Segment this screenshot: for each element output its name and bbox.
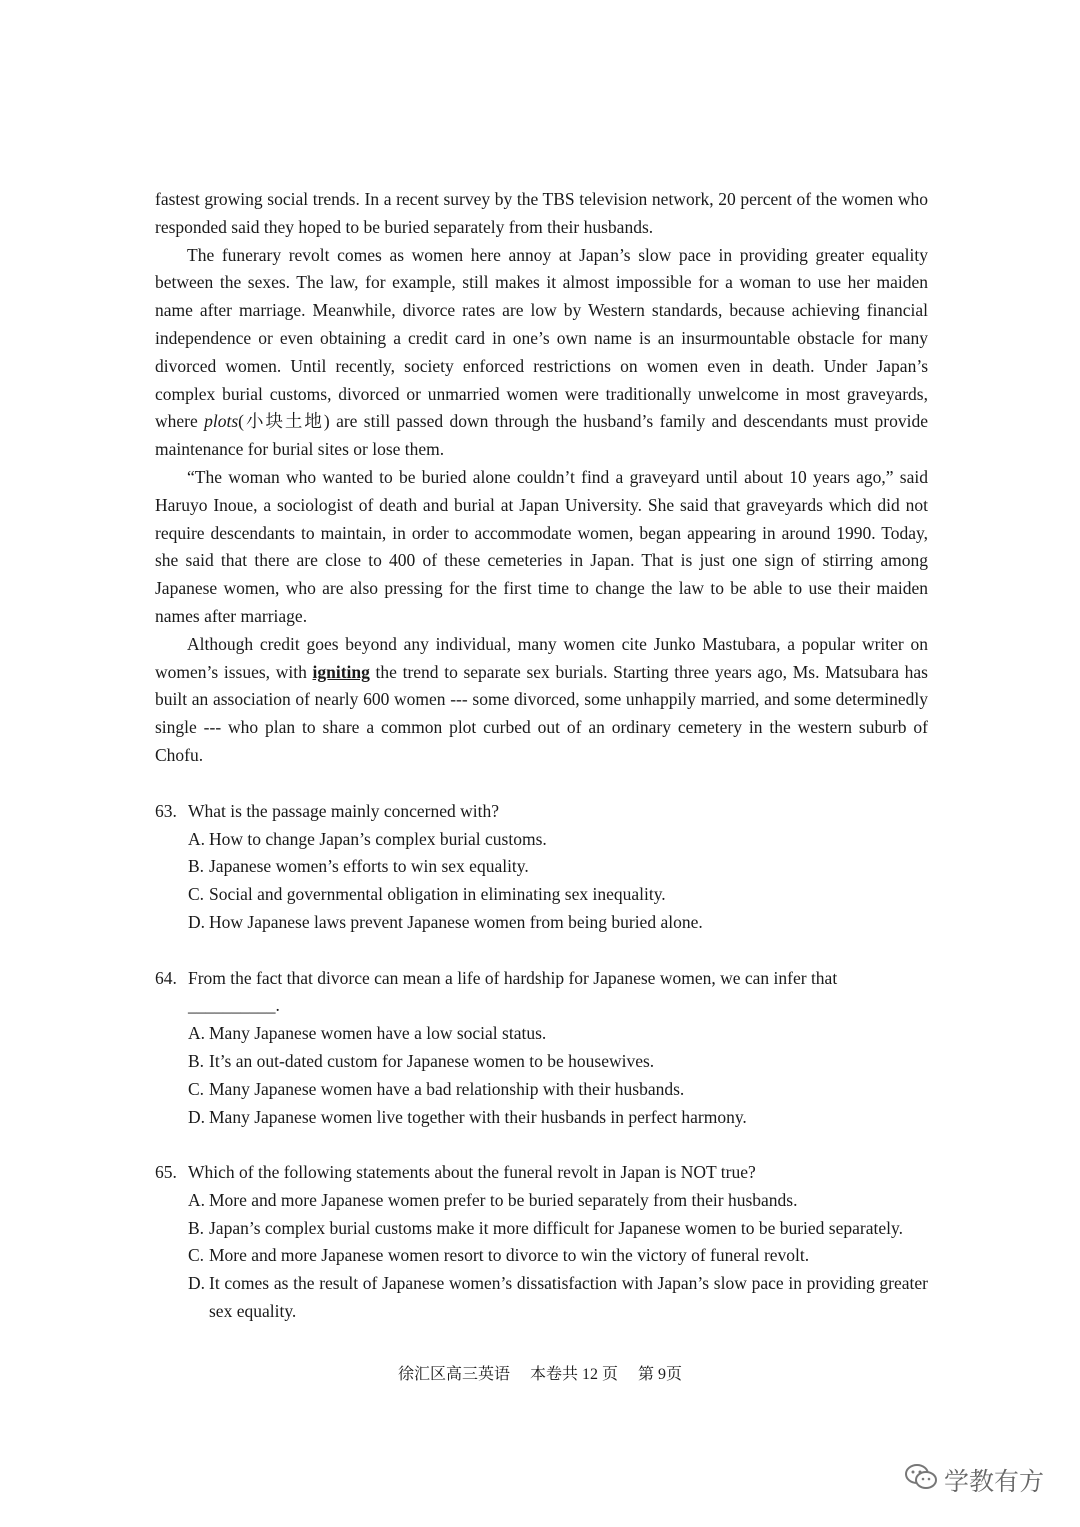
questions-section — [155, 798, 928, 1326]
option-d — [155, 1270, 928, 1326]
footer-subject: 徐汇区高三英语 — [397, 1366, 510, 1383]
option-text: More and more Japanese women resort to divorce to win the victory of funeral revolt. — [209, 1245, 810, 1266]
option-c — [155, 1242, 928, 1270]
option-text: More and more Japanese women prefer to be buried separately from their husbands. — [209, 1189, 798, 1210]
option-text: Japan’s complex burial customs make it more difficult for Japanese women to be buried separately. — [209, 1217, 903, 1238]
option-letter: B. — [188, 1050, 205, 1071]
option-letter: C. — [188, 1078, 205, 1099]
question-number: 63. — [155, 800, 177, 821]
option-c — [155, 1076, 928, 1104]
footer-page-number: 第 9页 — [638, 1366, 683, 1383]
plots-term: plots — [204, 411, 239, 432]
question-text: Which of the following statements about the funeral revolt in Japan is NOT true? — [188, 1162, 756, 1183]
option-letter: A. — [188, 828, 206, 849]
option-letter: D. — [188, 911, 206, 932]
option-text: How to change Japan’s complex burial customs. — [209, 828, 547, 849]
option-b — [155, 853, 928, 881]
option-text: It comes as the result of Japanese women’s dissatisfaction with Japan’s slow pace in providing greater sex equality. — [209, 1273, 928, 1322]
paragraph-4-text-a: Although credit goes beyond any individual, many women cite Junko Mastubara, a popular writer on women’s issues, with — [155, 633, 928, 682]
option-letter: A. — [188, 1189, 206, 1210]
question-text: From the fact that divorce can mean a life of hardship for Japanese women, we can infer that — [188, 967, 838, 988]
passage-paragraph-3: “The woman who wanted to be buried alone couldn’t find a graveyard until about 10 years ago,” said Haruyo Inoue, a sociologist of death and burial at Japan University. She said that graveyards which did not require descendants to maintain, in order to accommodate women, began appearing in around 1990. Today, she said that there are close to 400 of these cemeteries in Japan. That is just one sign of stirring among Japanese women, who are also pressing for the first time to change the law to be able to use their maiden names after marriage. — [155, 466, 928, 626]
option-d — [155, 909, 928, 937]
question-63 — [155, 798, 928, 937]
plots-gloss: (小块土地) — [238, 411, 330, 432]
footer-total-pages: 本卷共 12 页 — [529, 1366, 618, 1383]
question-65 — [155, 1159, 928, 1326]
option-letter: D. — [188, 1273, 206, 1294]
option-a — [155, 1187, 928, 1215]
question-number: 64. — [155, 967, 177, 988]
paragraph-2-text-a: The funerary revolt comes as women here annoy at Japan’s slow pace in providing greater equality between the sexes. The law, for example, still makes it almost impossible for a woman to use her maiden name after marriage. Meanwhile, divorce rates are low by Western standards, because achieving financial independence or even obtaining a credit card in one’s own name is an insurmountable obstacle for many divorced women. Until recently, society enforced restrictions on women even in death. Under Japan’s complex burial customs, divorced or unmarried women were traditionally unwelcome in most graveyards, where — [155, 244, 928, 432]
option-text: How Japanese laws prevent Japanese women from being buried alone. — [209, 911, 703, 932]
option-text: It’s an out-dated custom for Japanese women to be housewives. — [209, 1050, 655, 1071]
option-text: Social and governmental obligation in eliminating sex inequality. — [209, 884, 666, 905]
option-c — [155, 881, 928, 909]
passage-paragraph-4 — [155, 631, 928, 770]
option-text: Many Japanese women live together with their husbands in perfect harmony. — [209, 1106, 747, 1127]
watermark-text: 学教有方 — [943, 1467, 1044, 1496]
question-64 — [155, 965, 928, 1132]
igniting-keyword: igniting — [312, 661, 370, 682]
exam-page — [155, 186, 928, 1354]
option-a — [155, 826, 928, 854]
option-a — [155, 1020, 928, 1048]
page-footer — [0, 1361, 1080, 1384]
question-number: 65. — [155, 1162, 177, 1183]
question-stem — [155, 798, 928, 826]
option-letter: C. — [188, 884, 205, 905]
option-text: Many Japanese women have a low social status. — [209, 1023, 547, 1044]
option-text: Japanese women’s efforts to win sex equality. — [209, 856, 529, 877]
passage-paragraph-1: fastest growing social trends. In a recent survey by the TBS television network, 20 percent of the women who responded said they hoped to be buried separately from their husbands. — [155, 189, 928, 237]
option-text: Many Japanese women have a bad relationship with their husbands. — [209, 1078, 685, 1099]
option-b — [155, 1048, 928, 1076]
option-b — [155, 1215, 928, 1243]
paragraph-2-text-b: are still passed down through the husband’s family and descendants must provide maintenance for burial sites or lose them. — [155, 411, 928, 460]
paragraph-4-text-b: the trend to separate sex burials. Starting three years ago, Ms. Matsubara has built an association of nearly 600 women --- some divorced, some unhappily married, and some determinedly single --- who plan to share a common plot curbed out of an ordinary cemetery in the western suburb of Chofu. — [155, 661, 928, 765]
option-letter: C. — [188, 1245, 205, 1266]
question-stem — [155, 965, 928, 993]
question-text: What is the passage mainly concerned with? — [188, 800, 500, 821]
question-stem — [155, 1159, 928, 1187]
option-letter: A. — [188, 1023, 206, 1044]
wechat-icon — [904, 1462, 944, 1498]
option-letter: D. — [188, 1106, 206, 1127]
watermark — [904, 1462, 1044, 1498]
option-letter: B. — [188, 1217, 205, 1238]
answer-blank: __________. — [188, 995, 280, 1016]
option-letter: B. — [188, 856, 205, 877]
option-d — [155, 1104, 928, 1132]
passage-paragraph-2 — [155, 242, 928, 464]
